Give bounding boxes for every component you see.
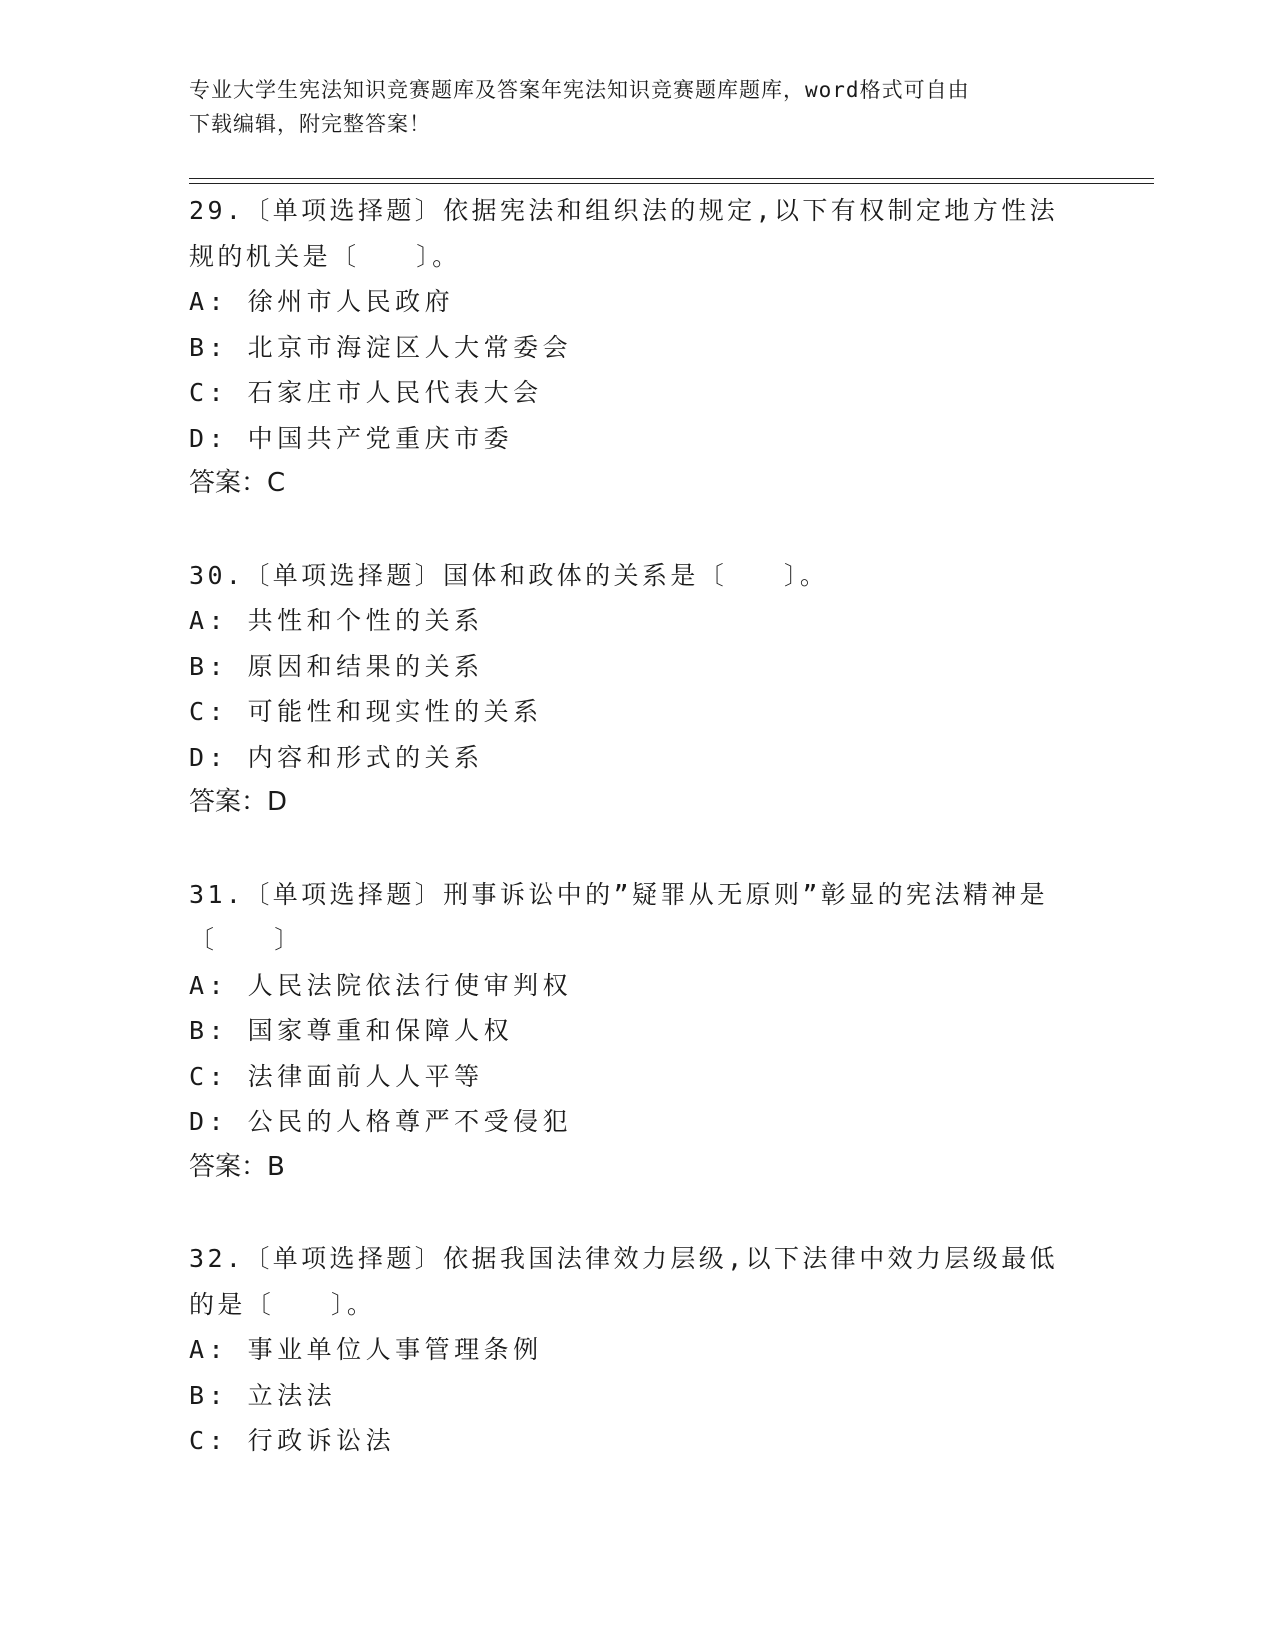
- question-31: [189, 872, 1089, 1191]
- header-line-2: 下载编辑，附完整答案！: [189, 112, 431, 136]
- question-30: [189, 553, 1089, 826]
- question-text-line: 29.〔单项选择题〕依据宪法和组织法的规定,以下有权制定地方性法: [189, 196, 1059, 225]
- option-b: B: 北京市海淀区人大常委会: [189, 332, 573, 362]
- option-c: C: 行政诉讼法: [189, 1426, 396, 1455]
- option-d: D: 内容和形式的关系: [189, 742, 484, 772]
- question-text-line: 30.〔单项选择题〕国体和政体的关系是〔 〕。: [189, 560, 829, 590]
- option-a: A: 徐州市人民政府: [189, 287, 455, 316]
- header-divider-bottom: [189, 183, 1154, 184]
- option-b: B: 立法法: [189, 1380, 337, 1410]
- header-line-1: 专业大学生宪法知识竞赛题库及答案年宪法知识竞赛题库题库，word格式可自由: [189, 78, 970, 102]
- question-text-line: 〔 〕: [189, 925, 303, 954]
- answer-line: 答案：D: [189, 787, 288, 817]
- option-c: C: 石家庄市人民代表大会: [189, 378, 543, 407]
- option-a: A: 事业单位人事管理条例: [189, 1335, 543, 1364]
- option-a: A: 共性和个性的关系: [189, 606, 484, 635]
- question-text-line: 32.〔单项选择题〕依据我国法律效力层级,以下法律中效力层级最低: [189, 1244, 1059, 1273]
- option-d: D: 中国共产党重庆市委: [189, 423, 514, 453]
- option-c: C: 法律面前人人平等: [189, 1061, 484, 1091]
- option-c: C: 可能性和现实性的关系: [189, 697, 543, 726]
- answer-line: 答案：C: [189, 468, 286, 498]
- question-text-line: 的是〔 〕。: [189, 1289, 376, 1319]
- header-divider-top: [189, 178, 1154, 179]
- question-32: [189, 1236, 1089, 1464]
- option-d: D: 公民的人格尊严不受侵犯: [189, 1107, 573, 1136]
- question-29: [189, 188, 1089, 507]
- answer-line: 答案：B: [189, 1151, 285, 1182]
- option-b: B: 原因和结果的关系: [189, 651, 484, 681]
- question-text-line: 规的机关是〔 〕。: [189, 241, 461, 271]
- question-list: [189, 188, 1089, 1510]
- option-b: B: 国家尊重和保障人权: [189, 1016, 514, 1045]
- document-header: [189, 73, 1089, 141]
- question-text-line: 31.〔单项选择题〕刑事诉讼中的”疑罪从无原则”彰显的宪法精神是: [189, 879, 1049, 909]
- option-a: A: 人民法院依法行使审判权: [189, 970, 573, 1000]
